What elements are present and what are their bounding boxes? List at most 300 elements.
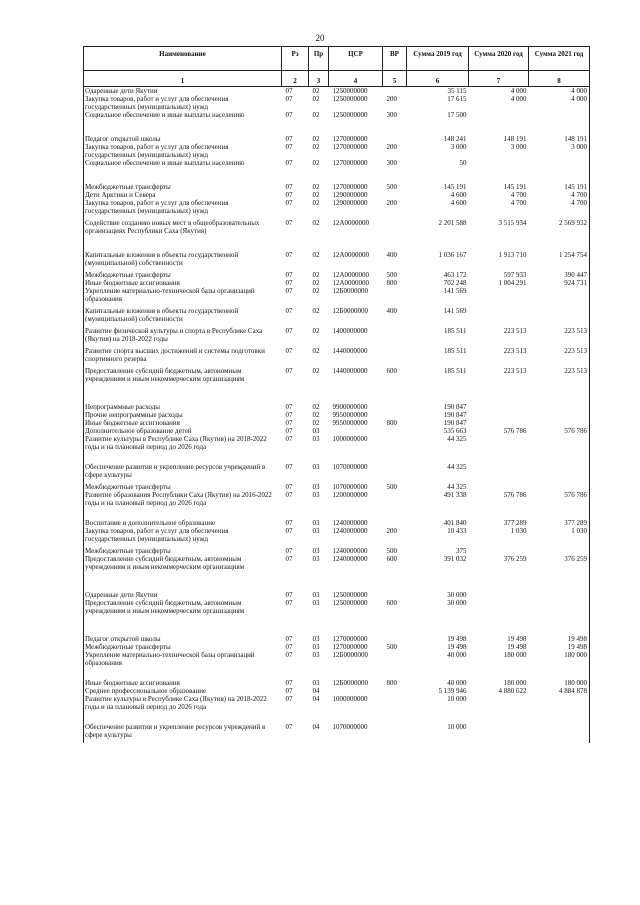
row-sum-2019: 2 201 588: [438, 219, 467, 227]
row-rz: 07: [285, 491, 293, 499]
row-vr: 800: [386, 679, 397, 687]
row-sum-2021: 4 700: [529, 199, 590, 219]
row-csr: 1070000000: [332, 483, 368, 491]
row-sum-2019: 19 498: [447, 635, 467, 643]
row-rz: 07: [285, 287, 293, 295]
row-vr: 300: [386, 159, 397, 167]
row-sum-2020: 1 030: [510, 527, 527, 535]
row-sum-2020: 3 515 934: [498, 219, 527, 227]
row-csr: 1070000000: [332, 463, 368, 471]
row-csr: 1240000000: [332, 527, 368, 535]
column-number: 6: [407, 71, 469, 87]
table-row: [84, 411, 590, 419]
row-sum-2021: 4 700: [529, 191, 590, 199]
row-sum-2021: 4 000: [529, 87, 590, 96]
table-row: [84, 279, 590, 287]
table-row: [84, 555, 590, 591]
row-sum-2021: 223 513: [529, 347, 590, 367]
row-pr: 04: [312, 723, 320, 731]
row-sum-2019: 702 248: [443, 279, 467, 287]
column-number-row: [84, 71, 590, 87]
row-pr: 02: [312, 191, 320, 199]
row-csr: 12Б0000000: [332, 679, 369, 687]
row-name: Предоставление субсидий бюджетным, автономным учреждениям и иным некоммерческим организациям: [84, 599, 282, 635]
row-pr: 02: [312, 327, 320, 335]
row-name: Развитие культуры в Республике Саха (Якутия) на 2018-2022 годы и на плановый период до 2026 года: [84, 695, 282, 723]
row-sum-2020: 223 513: [503, 367, 527, 375]
row-vr: [383, 635, 407, 643]
row-sum-2021: [529, 403, 590, 411]
table-row: [84, 643, 590, 651]
table-row: [84, 463, 590, 483]
budget-table: [83, 46, 590, 743]
row-rz: 07: [285, 651, 293, 659]
table-row: [84, 651, 590, 679]
row-name: Развитие физической культуры и спорта в Республике Саха (Якутия) на 2018-2022 годы: [84, 327, 282, 347]
row-csr: 1270000000: [332, 643, 368, 651]
table-row: [84, 591, 590, 599]
row-sum-2019: 185 511: [444, 367, 467, 375]
header-vr: ВР: [383, 47, 407, 71]
header-rz: Рз: [282, 47, 309, 71]
row-rz: 07: [285, 327, 293, 335]
row-sum-2020: 19 498: [507, 635, 527, 643]
table-row: [84, 519, 590, 527]
row-vr: [383, 687, 407, 695]
row-csr: 12A0000000: [332, 251, 370, 259]
table-row: [84, 347, 590, 367]
row-name: Содействие созданию новых мест в общеобразовательных организациях Республики Саха (Якутия): [84, 219, 282, 251]
row-vr: [383, 87, 407, 96]
row-csr: 12A0000000: [332, 279, 370, 287]
row-vr: 200: [386, 527, 397, 535]
table-row: [84, 599, 590, 635]
row-vr: 400: [386, 251, 397, 259]
row-pr: 03: [312, 635, 320, 643]
row-rz: 07: [285, 463, 293, 471]
row-sum-2019: 3 000: [450, 143, 467, 151]
row-vr: 500: [386, 643, 397, 651]
row-sum-2021: 19 498: [529, 643, 590, 651]
header-sum-2021: Сумма 2021 год: [529, 47, 590, 71]
row-sum-2020: 180 000: [503, 651, 527, 659]
row-pr: 02: [312, 367, 320, 375]
row-rz: 07: [285, 219, 293, 227]
row-vr: 200: [386, 95, 397, 103]
header-name: Наименование: [84, 47, 282, 71]
row-csr: 1440000000: [332, 347, 368, 355]
row-sum-2020: 148 191: [503, 135, 527, 143]
row-vr: [383, 651, 407, 679]
row-rz: 07: [285, 87, 293, 95]
row-sum-2021: 1 030: [529, 527, 590, 547]
row-sum-2020: 597 933: [503, 271, 527, 279]
row-sum-2021: [529, 463, 590, 483]
row-vr: [383, 491, 407, 519]
row-csr: 1250000000: [332, 111, 368, 119]
row-pr: 03: [312, 527, 320, 535]
row-sum-2019: 185 511: [444, 347, 467, 355]
row-name: Развитие культуры в Республике Саха (Якутия) на 2018-2022 годы и на плановый период до 2026 года: [84, 435, 282, 463]
row-vr: 600: [386, 555, 397, 563]
row-vr: [383, 695, 407, 723]
row-sum-2021: 148 191: [529, 135, 590, 143]
row-vr: 500: [386, 183, 397, 191]
row-vr: [383, 287, 407, 307]
row-pr: 02: [312, 135, 320, 143]
row-name: Социальное обеспечение и иные выплаты населению: [84, 159, 282, 183]
row-sum-2019: 44 325: [447, 435, 467, 443]
table-row: [84, 87, 590, 96]
row-pr: 03: [312, 547, 320, 555]
row-name: Межбюджетные трансферты: [84, 483, 282, 491]
row-sum-2021: 377 289: [529, 519, 590, 527]
row-name: Среднее профессиональное образование: [84, 687, 282, 695]
row-sum-2020: [469, 419, 529, 427]
row-sum-2021: 223 513: [529, 327, 590, 347]
table-row: [84, 111, 590, 135]
row-sum-2019: 491 338: [443, 491, 467, 499]
row-name: Дополнительное образование детей: [84, 427, 282, 435]
row-sum-2021: 1 254 754: [529, 251, 590, 271]
header-csr: ЦСР: [329, 47, 383, 71]
row-csr: 1270000000: [332, 159, 368, 167]
row-name: Развитие образования Республики Саха (Якутия) на 2016-2022 годы и на плановый период до 2026 года: [84, 491, 282, 519]
row-rz: 07: [285, 183, 293, 191]
table-row: [84, 135, 590, 143]
row-vr: 800: [386, 419, 397, 427]
column-number: 7: [469, 71, 529, 87]
row-sum-2021: 376 259: [529, 555, 590, 591]
row-sum-2020: [469, 463, 529, 483]
row-pr: 02: [312, 183, 320, 191]
row-rz: 07: [285, 199, 293, 207]
table-row: [84, 547, 590, 555]
row-name: Закупка товаров, работ и услуг для обеспечения государственных (муниципальных) нужд: [84, 527, 282, 547]
row-pr: 02: [312, 411, 320, 419]
row-csr: 12Б0000000: [332, 651, 369, 659]
row-sum-2020: [469, 547, 529, 555]
row-rz: 07: [285, 251, 293, 259]
row-sum-2020: [469, 411, 529, 419]
row-sum-2021: [529, 723, 590, 743]
table-row: [84, 483, 590, 491]
row-sum-2020: 576 786: [503, 427, 527, 435]
table-row: [84, 327, 590, 347]
row-name: Педагог открытой школы: [84, 635, 282, 643]
row-sum-2021: 180 000: [529, 651, 590, 679]
row-rz: 07: [285, 679, 293, 687]
row-sum-2021: [529, 599, 590, 635]
row-pr: 03: [312, 491, 320, 499]
table-row: [84, 403, 590, 411]
row-pr: 02: [312, 111, 320, 119]
row-sum-2020: 1 913 710: [498, 251, 527, 259]
row-vr: 200: [386, 143, 397, 151]
row-csr: 1270000000: [332, 143, 368, 151]
table-row: [84, 427, 590, 435]
row-csr: [329, 687, 383, 695]
row-pr: 02: [312, 219, 320, 227]
table-row: [84, 679, 590, 687]
row-sum-2021: [529, 411, 590, 419]
table-row: [84, 635, 590, 643]
row-csr: 1400000000: [332, 327, 368, 335]
row-csr: 1240000000: [332, 555, 368, 563]
table-row: [84, 219, 590, 251]
row-vr: [383, 591, 407, 599]
row-rz: 07: [285, 483, 293, 491]
row-rz: 07: [285, 367, 293, 375]
row-rz: 07: [285, 427, 293, 435]
row-sum-2020: [469, 591, 529, 599]
row-sum-2021: [529, 435, 590, 463]
table-row: [84, 183, 590, 191]
table-row: [84, 367, 590, 403]
column-number: 4: [329, 71, 383, 87]
row-sum-2019: 17 500: [447, 111, 467, 119]
row-sum-2019: 190 847: [443, 419, 467, 427]
row-csr: 12A0000000: [332, 271, 370, 279]
table-row: [84, 419, 590, 427]
header-pr: Пр: [309, 47, 329, 71]
row-pr: 02: [312, 347, 320, 355]
table-row: [84, 435, 590, 463]
row-rz: 07: [285, 307, 293, 315]
row-sum-2020: 377 289: [503, 519, 527, 527]
row-pr: 03: [312, 463, 320, 471]
row-rz: 07: [285, 271, 293, 279]
row-sum-2019: 10 000: [447, 695, 467, 703]
row-name: Непрограммные расходы: [84, 403, 282, 411]
row-pr: 03: [312, 435, 320, 443]
row-vr: [383, 723, 407, 743]
row-vr: [383, 135, 407, 143]
row-rz: 07: [285, 547, 293, 555]
row-sum-2020: 4 000: [510, 95, 527, 103]
row-sum-2019: 148 241: [443, 135, 467, 143]
row-csr: 1270000000: [332, 183, 368, 191]
row-rz: 07: [285, 643, 293, 651]
row-vr: 200: [386, 199, 397, 207]
row-pr: 03: [312, 651, 320, 659]
row-sum-2020: 376 259: [503, 555, 527, 563]
row-sum-2019: 141 569: [443, 287, 467, 295]
row-sum-2019: 190 847: [443, 411, 467, 419]
row-sum-2020: 4 880 622: [498, 687, 527, 695]
row-name: Дети Арктики и Севера: [84, 191, 282, 199]
row-rz: 07: [285, 555, 293, 563]
column-number: 2: [282, 71, 309, 87]
row-sum-2019: 40 000: [447, 679, 467, 687]
row-sum-2019: 30 000: [447, 591, 467, 599]
row-sum-2019: 35 115: [447, 87, 467, 95]
row-rz: 07: [285, 599, 293, 607]
row-pr: 03: [312, 591, 320, 599]
page-number: 20: [315, 33, 325, 43]
row-csr: 1250000000: [332, 599, 368, 607]
row-sum-2020: [469, 307, 529, 327]
row-csr: 12Б0000000: [332, 287, 369, 295]
row-sum-2020: [469, 723, 529, 743]
row-csr: [329, 427, 383, 435]
row-pr: 03: [312, 519, 320, 527]
row-rz: 07: [285, 519, 293, 527]
row-sum-2020: 145 191: [503, 183, 527, 191]
table-row: [84, 143, 590, 159]
row-sum-2021: [529, 287, 590, 307]
row-name: Межбюджетные трансферты: [84, 271, 282, 279]
row-sum-2021: [529, 547, 590, 555]
row-csr: 1250000000: [332, 591, 368, 599]
row-rz: 07: [285, 419, 293, 427]
row-csr: 9950000000: [332, 411, 368, 419]
row-sum-2021: [529, 695, 590, 723]
row-sum-2019: 10 000: [447, 723, 467, 731]
table-row: [84, 307, 590, 327]
row-pr: 02: [312, 87, 320, 95]
row-rz: 07: [285, 191, 293, 199]
row-sum-2021: [529, 591, 590, 599]
row-sum-2020: 4 000: [510, 87, 527, 95]
row-sum-2020: [469, 287, 529, 307]
row-sum-2021: 576 786: [529, 491, 590, 519]
row-name: Социальное обеспечение и иные выплаты населению: [84, 111, 282, 135]
row-pr: 03: [312, 427, 320, 435]
row-rz: 07: [285, 435, 293, 443]
row-name: Укрепление материально-технической базы организаций образования: [84, 651, 282, 679]
row-sum-2019: 145 191: [443, 183, 467, 191]
row-pr: 02: [312, 403, 320, 411]
row-rz: 07: [285, 411, 293, 419]
row-pr: 02: [312, 287, 320, 295]
table-row: [84, 287, 590, 307]
row-sum-2021: 19 498: [529, 635, 590, 643]
row-sum-2019: 44 325: [447, 483, 467, 491]
row-sum-2019: 10 433: [447, 527, 467, 535]
row-pr: 02: [312, 95, 320, 103]
row-rz: 07: [285, 347, 293, 355]
row-rz: 07: [285, 695, 293, 703]
row-rz: 07: [285, 635, 293, 643]
table-row: [84, 687, 590, 695]
row-vr: [383, 327, 407, 347]
row-vr: 600: [386, 367, 397, 375]
table-row: [84, 491, 590, 519]
row-vr: 800: [386, 279, 397, 287]
row-sum-2019: 535 663: [443, 427, 467, 435]
row-csr: 1270000000: [332, 135, 368, 143]
row-sum-2021: [529, 111, 590, 135]
row-pr: 02: [312, 419, 320, 427]
row-sum-2020: 180 000: [503, 679, 527, 687]
row-csr: 9950000000: [332, 419, 368, 427]
row-rz: 07: [285, 687, 293, 695]
row-pr: 04: [312, 687, 320, 695]
row-sum-2020: [469, 695, 529, 723]
row-pr: 02: [312, 307, 320, 315]
row-pr: 02: [312, 251, 320, 259]
row-name: Иные бюджетные ассигнования: [84, 419, 282, 427]
row-name: Межбюджетные трансферты: [84, 183, 282, 191]
row-rz: 07: [285, 111, 293, 119]
row-pr: 03: [312, 483, 320, 491]
row-csr: 1250000000: [332, 87, 368, 95]
row-rz: 07: [285, 527, 293, 535]
row-vr: [383, 347, 407, 367]
row-name: Воспитание и дополнительное образование: [84, 519, 282, 527]
row-vr: [383, 427, 407, 435]
row-sum-2019: 44 325: [447, 463, 467, 471]
row-vr: [383, 411, 407, 419]
row-sum-2020: 4 700: [510, 199, 527, 207]
row-name: Капитальные вложения в объекты государственной (муниципальной) собственности: [84, 307, 282, 327]
row-sum-2020: [469, 403, 529, 411]
row-csr: 1440000000: [332, 367, 368, 375]
row-sum-2019: 391 032: [443, 555, 467, 563]
row-csr: 1270000000: [332, 635, 368, 643]
row-vr: [383, 435, 407, 463]
row-csr: 1240000000: [332, 519, 368, 527]
row-name: Закупка товаров, работ и услуг для обеспечения государственных (муниципальных) нужд: [84, 143, 282, 159]
table-row: [84, 95, 590, 111]
row-rz: 07: [285, 159, 293, 167]
header-sum-2019: Сумма 2019 год: [407, 47, 469, 71]
row-csr: 1250000000: [332, 95, 368, 103]
row-csr: 1000000000: [332, 695, 368, 703]
row-vr: [383, 191, 407, 199]
row-sum-2019: 17 615: [447, 95, 467, 103]
row-csr: 12A0000000: [332, 219, 370, 227]
row-csr: 1240000000: [332, 547, 368, 555]
row-rz: 07: [285, 279, 293, 287]
row-sum-2020: 223 513: [503, 327, 527, 335]
row-csr: 12Б0000000: [332, 307, 369, 315]
row-sum-2019: 401 840: [443, 519, 467, 527]
row-name: Иные бюджетные ассигнования: [84, 679, 282, 687]
row-pr: 03: [312, 555, 320, 563]
row-rz: 07: [285, 135, 293, 143]
table-row: [84, 527, 590, 547]
table-row: [84, 199, 590, 219]
row-sum-2021: 390 447: [529, 271, 590, 279]
row-name: Укрепление материально-технической базы организаций образования: [84, 287, 282, 307]
row-csr: 1290000000: [332, 191, 368, 199]
row-sum-2021: 223 513: [529, 367, 590, 403]
row-name: Прочие непрограммные расходы: [84, 411, 282, 419]
row-name: Обеспечение развития и укрепление ресурсов учреждений в сфере культуры: [84, 463, 282, 483]
table-row: [84, 723, 590, 743]
row-sum-2019: 190 847: [443, 403, 467, 411]
row-csr: 1070000000: [332, 723, 368, 731]
row-pr: 03: [312, 643, 320, 651]
row-pr: 02: [312, 143, 320, 151]
row-sum-2020: 576 786: [503, 491, 527, 499]
row-rz: 07: [285, 591, 293, 599]
header-sum-2020: Сумма 2020 год: [469, 47, 529, 71]
row-name: Одаренные дети Якутии: [84, 591, 282, 599]
row-sum-2021: 924 731: [529, 279, 590, 287]
row-name: Развитие спорта высших достижений и системы подготовки спортивного резерва: [84, 347, 282, 367]
row-name: Иные бюджетные ассигнования: [84, 279, 282, 287]
table-row: [84, 159, 590, 183]
row-sum-2020: [469, 599, 529, 635]
row-sum-2020: [469, 435, 529, 463]
row-sum-2020: 3 000: [510, 143, 527, 151]
row-sum-2019: 141 569: [443, 307, 467, 315]
row-sum-2021: [529, 483, 590, 491]
row-sum-2021: 576 786: [529, 427, 590, 435]
